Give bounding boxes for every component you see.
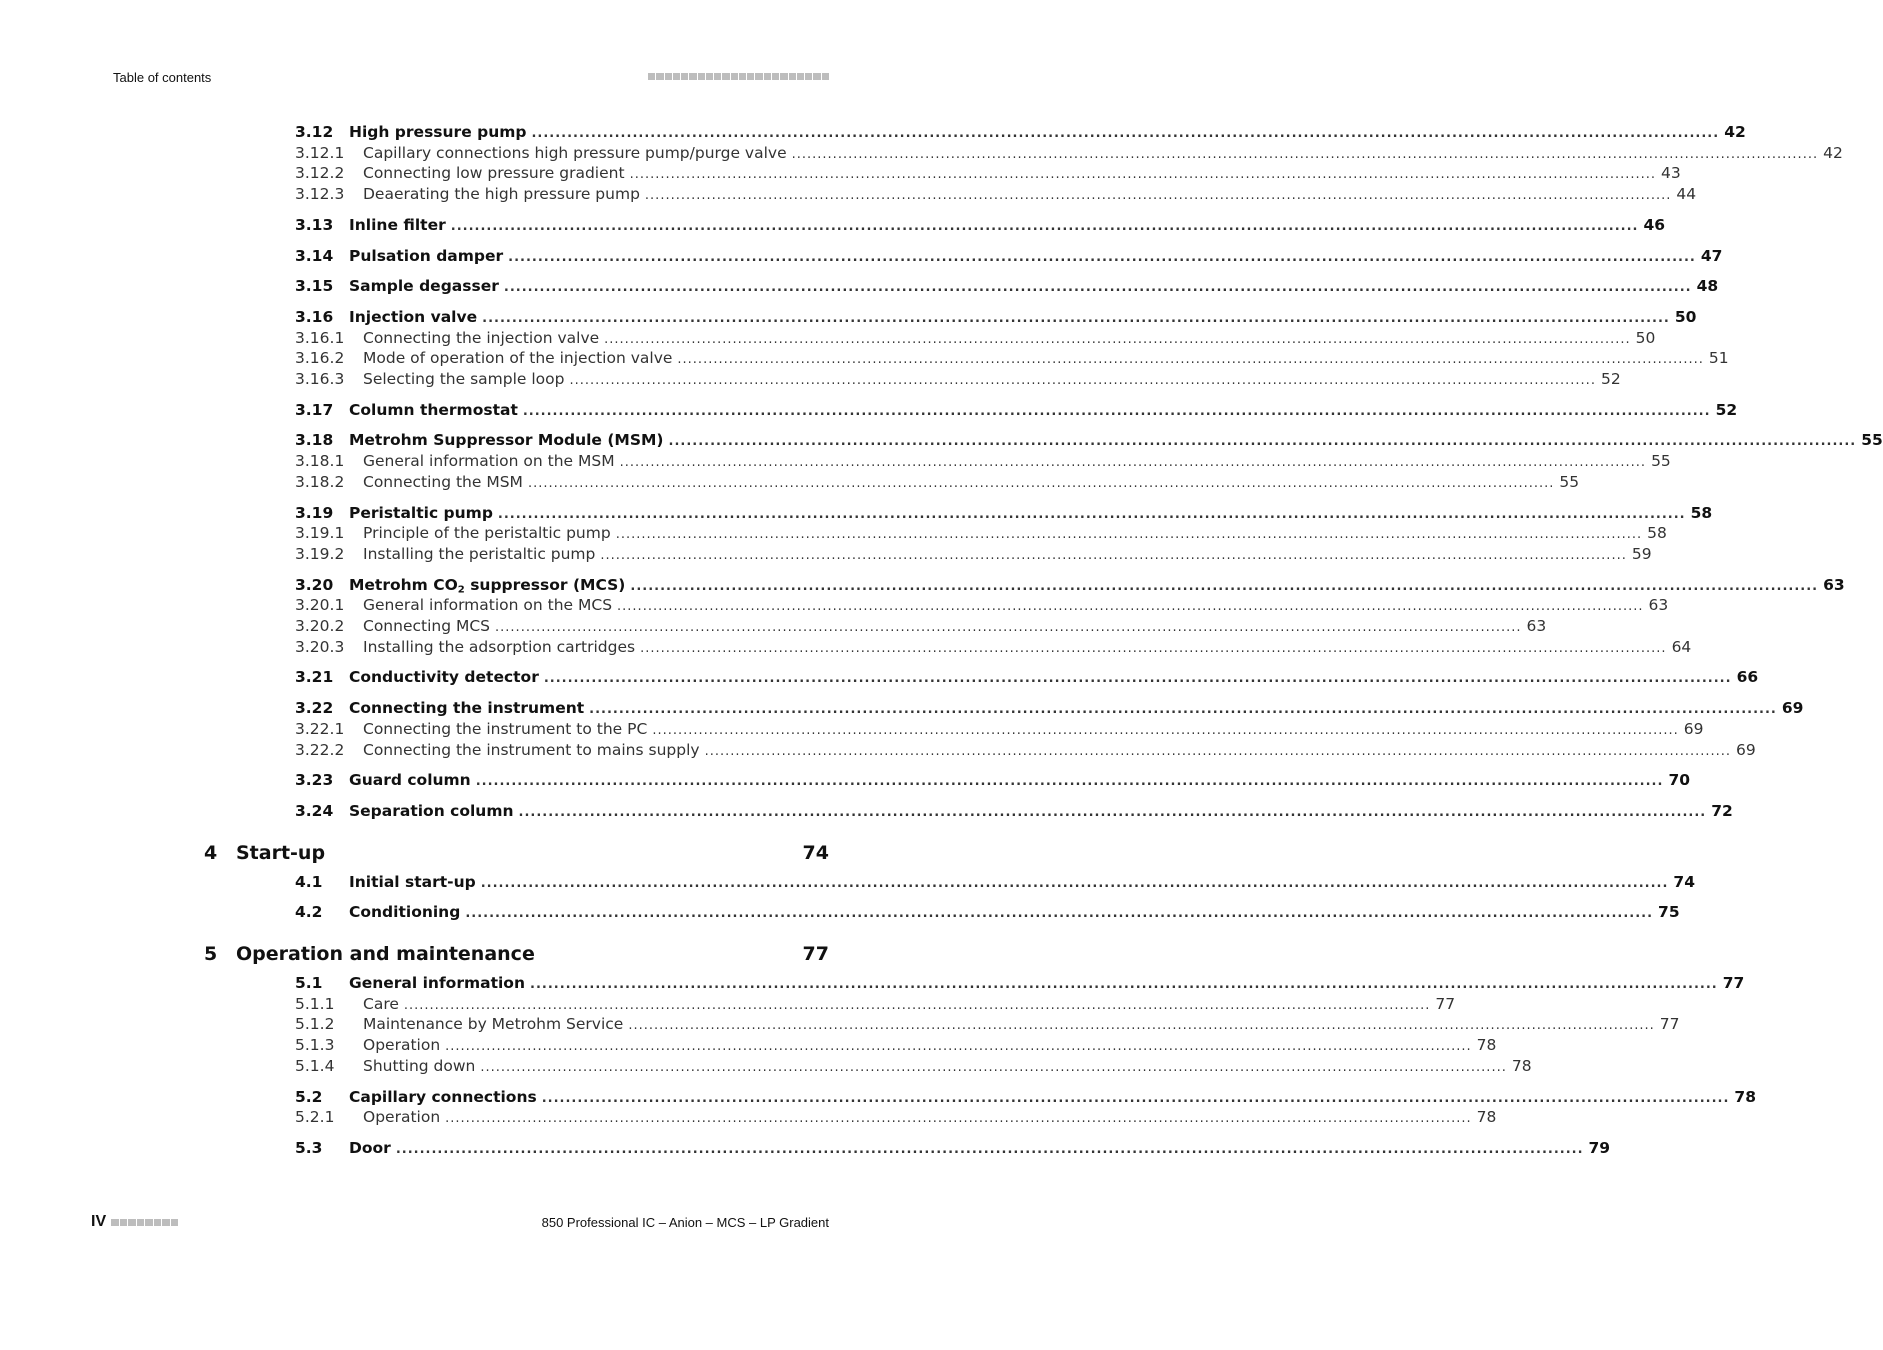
subsection-entry[interactable]: [295, 328, 1656, 348]
entry-page: 78: [1476, 1036, 1497, 1055]
entry-number: 3.18: [295, 431, 334, 450]
entry-page: 50: [1674, 307, 1697, 326]
entry-page: 48: [1696, 277, 1719, 296]
subsection-entry[interactable]: [295, 163, 1681, 183]
entry-title: Capillary connections: [349, 1087, 537, 1106]
section-entry[interactable]: [295, 400, 1738, 420]
section-entry[interactable]: [295, 1138, 1611, 1158]
dot-leader: ........................................................................................................................................................................................................: [403, 997, 1431, 1013]
section-entry[interactable]: [295, 122, 1746, 142]
entry-title: Connecting low pressure gradient: [363, 164, 625, 183]
entry-page: 63: [1526, 617, 1547, 635]
section-entry[interactable]: [295, 667, 1759, 687]
subsection-entry[interactable]: [295, 616, 1547, 636]
entry-title: Connecting the instrument to mains supply: [363, 740, 700, 759]
dot-leader: ........................................................................................................................................................................................................: [541, 1090, 1730, 1106]
subsection-entry[interactable]: [295, 544, 1652, 564]
chapter-page: 77: [802, 943, 829, 965]
entry-page: 47: [1700, 246, 1723, 265]
entry-number: 3.16: [295, 307, 334, 326]
dot-leader: ........................................................................................................................................................................................................: [640, 640, 1667, 656]
entry-page: 52: [1715, 400, 1738, 419]
dot-leader: ........................................................................................................................................................................................................: [652, 722, 1679, 738]
section-entry[interactable]: [295, 770, 1691, 790]
dot-leader: ........................................................................................................................................................................................................: [569, 373, 1596, 388]
entry-number: 3.21: [295, 668, 334, 687]
entry-title: Shutting down: [363, 1056, 476, 1075]
subsection-entry[interactable]: [295, 1035, 1497, 1055]
section-entry[interactable]: [295, 246, 1723, 266]
chapter-number: 4: [204, 841, 218, 864]
dot-leader: ........................................................................................................................................................................................................: [600, 547, 1627, 563]
subsection-entry[interactable]: [295, 719, 1704, 739]
entry-title: Deaerating the high pressure pump: [363, 185, 640, 204]
entry-page: 52: [1600, 370, 1621, 388]
entry-title: Initial start-up: [349, 872, 476, 891]
entry-number: 4.2: [295, 903, 323, 922]
subsection-entry[interactable]: [295, 1107, 1497, 1127]
entry-page: 42: [1823, 143, 1843, 162]
entry-page: 78: [1734, 1087, 1756, 1106]
entry-number: 5.2: [295, 1087, 323, 1106]
entry-title: Guard column: [349, 771, 471, 790]
dot-leader: ........................................................................................................................................................................................................: [619, 455, 1647, 471]
entry-page: 63: [1648, 596, 1669, 615]
subsection-entry[interactable]: [295, 740, 1756, 760]
subsection-entry[interactable]: [295, 451, 1671, 471]
dot-leader: ........................................................................................................................................................................................................: [475, 774, 1664, 790]
entry-title: Maintenance by Metrohm Service: [363, 1015, 624, 1034]
dot-leader: ........................................................................................................................................................................................................: [677, 352, 1704, 368]
footer-page: [91, 1213, 178, 1231]
entry-title: Care: [363, 994, 399, 1013]
subsection-entry[interactable]: [295, 1056, 1532, 1076]
section-entry[interactable]: [295, 276, 1719, 296]
entry-page: 55: [1861, 431, 1883, 450]
entry-title: Connecting the instrument to the PC: [363, 719, 648, 738]
entry-page: 58: [1690, 503, 1713, 522]
entry-number: 5.1.3: [295, 1036, 335, 1055]
entry-page: 55: [1559, 472, 1580, 491]
header-dot-bar: [648, 73, 829, 80]
entry-title: Connecting the instrument: [349, 699, 585, 718]
dot-leader: ........................................................................................................................................................................................................: [508, 249, 1696, 265]
section-entry[interactable]: [295, 307, 1697, 327]
entry-title: Mode of operation of the injection valve: [363, 349, 673, 368]
entry-number: 3.23: [295, 771, 334, 790]
chapter-entry[interactable]: [204, 842, 829, 866]
entry-page: 69: [1683, 719, 1704, 738]
dot-leader: ........................................................................................................................................................................................................: [668, 434, 1857, 450]
entry-number: 5.1: [295, 974, 323, 992]
entry-page: 69: [1736, 740, 1756, 759]
entry-number: 3.19.2: [295, 544, 345, 563]
entry-number: 5.2.1: [295, 1108, 335, 1127]
entry-page: 77: [1659, 1015, 1680, 1034]
entry-number: 3.12.2: [295, 164, 345, 183]
entry-page: 63: [1823, 575, 1845, 594]
entry-page: 78: [1476, 1108, 1497, 1127]
entry-number: 5.1.4: [295, 1056, 335, 1075]
entry-page: 55: [1651, 452, 1671, 471]
running-header: Table of contents: [113, 70, 212, 85]
entry-page: 77: [1435, 994, 1456, 1013]
entry-number: 3.12.3: [295, 185, 345, 204]
chapter-entry[interactable]: [204, 943, 829, 967]
dot-leader: ........................................................................................................................................................................................................: [604, 331, 1631, 347]
subsection-entry[interactable]: [295, 369, 1621, 389]
entry-title: Connecting MCS: [363, 617, 491, 635]
dot-leader: ........................................................................................................................................................................................................: [628, 1018, 1655, 1034]
dot-leader: ........................................................................................................................................................................................................: [527, 475, 1555, 491]
entry-title: Sample degasser: [349, 277, 499, 296]
subsection-entry[interactable]: [295, 637, 1692, 657]
dot-leader: ........................................................................................................................................................................................................: [543, 671, 1732, 687]
dot-leader: ........................................................................................................................................................................................................: [617, 599, 1644, 615]
dot-leader: ........................................................................................................................................................................................................: [615, 527, 1643, 543]
entry-number: 3.18.1: [295, 452, 345, 471]
entry-page: 78: [1511, 1056, 1532, 1075]
entry-title: Pulsation damper: [349, 246, 504, 265]
subsection-entry[interactable]: [295, 595, 1669, 615]
entry-title: Injection valve: [349, 307, 478, 326]
dot-leader: ........................................................................................................................................................................................................: [518, 804, 1707, 820]
subsection-entry[interactable]: [295, 523, 1667, 543]
entry-page: 79: [1588, 1138, 1611, 1157]
entry-title: Installing the peristaltic pump: [363, 544, 596, 563]
entry-number: 3.16.1: [295, 328, 345, 347]
section-entry[interactable]: [295, 215, 1666, 235]
dot-leader: ........................................................................................................................................................................................................: [480, 875, 1669, 891]
entry-number: 3.20.1: [295, 596, 345, 615]
entry-title: Capillary connections high pressure pump/purge valve: [363, 143, 787, 162]
entry-page: 50: [1635, 328, 1656, 347]
entry-number: 3.15: [295, 277, 334, 296]
subsection-entry[interactable]: [295, 472, 1580, 492]
entry-page: 74: [1673, 872, 1695, 891]
dot-leader: ........................................................................................................................................................................................................: [629, 167, 1657, 183]
entry-page: 70: [1668, 771, 1691, 790]
dot-leader: ........................................................................................................................................................................................................: [480, 1059, 1507, 1075]
entry-number: 3.17: [295, 400, 334, 419]
entry-title: Inline filter: [349, 215, 446, 234]
dot-leader: ........................................................................................................................................................................................................: [495, 620, 1522, 635]
entry-title: General information on the MSM: [363, 452, 615, 471]
entry-number: 3.20: [295, 575, 334, 594]
section-entry[interactable]: [295, 902, 1680, 922]
entry-title: General information on the MCS: [363, 596, 613, 615]
section-entry[interactable]: [295, 872, 1695, 892]
entry-title: Metrohm Suppressor Module (MSM): [349, 431, 664, 450]
subsection-entry[interactable]: [295, 994, 1456, 1014]
chapter-page: 74: [802, 841, 829, 864]
entry-number: 3.20.3: [295, 637, 345, 656]
entry-number: 3.14: [295, 246, 334, 265]
dot-leader: ........................................................................................................................................................................................................: [445, 1111, 1472, 1127]
entry-title: Connecting the MSM: [363, 472, 523, 491]
subsection-entry[interactable]: [295, 348, 1729, 368]
entry-page: 59: [1631, 544, 1652, 563]
entry-page: 46: [1643, 215, 1666, 234]
footer-dot-bar: [111, 1219, 178, 1226]
entry-title: Conductivity detector: [349, 668, 539, 687]
entry-page: 66: [1736, 668, 1759, 687]
entry-number: 3.16.3: [295, 370, 345, 388]
entry-title: Selecting the sample loop: [363, 370, 565, 388]
entry-title: Metrohm $CO_2$ suppressor (MCS): [349, 575, 626, 596]
entry-title: Connecting the injection valve: [363, 328, 600, 347]
dot-leader: ........................................................................................................................................................................................................: [630, 578, 1819, 594]
entry-number: 3.13: [295, 215, 334, 234]
entry-page: 42: [1724, 123, 1746, 141]
section-entry[interactable]: [295, 1087, 1756, 1107]
dot-leader: ........................................................................................................................................................................................................: [445, 1039, 1472, 1055]
entry-number: 3.16.2: [295, 349, 345, 368]
dot-leader: ........................................................................................................................................................................................................: [791, 146, 1819, 162]
dot-leader: ........................................................................................................................................................................................................: [450, 218, 1639, 234]
entry-number: 5.1.1: [295, 994, 335, 1013]
subscript: 2: [457, 584, 465, 596]
entry-page: 69: [1781, 699, 1804, 718]
entry-page: 44: [1676, 185, 1697, 204]
entry-page: 51: [1708, 349, 1729, 368]
entry-title: Door: [349, 1138, 391, 1157]
entry-title: Column thermostat: [349, 400, 518, 419]
entry-page: 75: [1658, 903, 1680, 922]
dot-leader: ........................................................................................................................................................................................................: [589, 702, 1777, 718]
page-number: IV: [91, 1213, 107, 1230]
subsection-entry[interactable]: [295, 1014, 1680, 1034]
document-title: 850 Professional IC – Anion – MCS – LP Gradient: [541, 1215, 829, 1230]
dot-leader: ........................................................................................................................................................................................................: [530, 977, 1718, 992]
entry-title: Operation: [363, 1036, 441, 1055]
entry-number: 3.19.1: [295, 524, 345, 543]
section-entry[interactable]: [295, 973, 1745, 993]
chapter-title: Operation and maintenance: [236, 943, 535, 965]
entry-number: 3.22.1: [295, 719, 345, 738]
entry-page: 58: [1647, 524, 1667, 543]
chapter-title: Start-up: [236, 841, 326, 864]
section-entry[interactable]: [295, 503, 1713, 523]
section-entry[interactable]: [295, 801, 1733, 821]
entry-title: Separation column: [349, 801, 514, 820]
entry-title: Conditioning: [349, 903, 461, 922]
entry-title: General information: [349, 974, 525, 992]
entry-number: 3.22.2: [295, 740, 345, 759]
subsection-entry[interactable]: [295, 143, 1843, 163]
entry-title: Peristaltic pump: [349, 503, 493, 522]
dot-leader: ........................................................................................................................................................................................................: [503, 280, 1692, 296]
entry-number: 4.1: [295, 872, 323, 891]
entry-number: 3.24: [295, 801, 334, 820]
dot-leader: ........................................................................................................................................................................................................: [465, 906, 1654, 922]
dot-leader: ........................................................................................................................................................................................................: [531, 126, 1720, 141]
entry-page: 43: [1661, 164, 1681, 183]
dot-leader: ........................................................................................................................................................................................................: [395, 1141, 1584, 1157]
entry-number: 3.12.1: [295, 143, 345, 162]
entry-number: 3.22: [295, 699, 334, 718]
section-entry[interactable]: [295, 698, 1804, 718]
entry-number: 3.19: [295, 503, 334, 522]
entry-number: 3.20.2: [295, 617, 345, 635]
entry-title: Operation: [363, 1108, 441, 1127]
entry-number: 5.3: [295, 1138, 323, 1157]
dot-leader: ........................................................................................................................................................................................................: [482, 310, 1670, 326]
entry-page: 77: [1722, 974, 1745, 992]
subsection-entry[interactable]: [295, 184, 1697, 204]
entry-page: 72: [1711, 801, 1733, 820]
dot-leader: ........................................................................................................................................................................................................: [704, 743, 1732, 759]
entry-number: 3.12: [295, 123, 334, 141]
entry-title: High pressure pump: [349, 123, 527, 141]
chapter-number: 5: [204, 943, 218, 965]
dot-leader: ........................................................................................................................................................................................................: [644, 188, 1672, 204]
entry-number: 3.18.2: [295, 472, 345, 491]
section-entry[interactable]: [295, 430, 1883, 450]
entry-title: Installing the adsorption cartridges: [363, 637, 636, 656]
section-entry[interactable]: [295, 575, 1845, 596]
entry-page: 64: [1671, 637, 1692, 656]
entry-title: Principle of the peristaltic pump: [363, 524, 611, 543]
dot-leader: ........................................................................................................................................................................................................: [497, 506, 1686, 522]
entry-number: 5.1.2: [295, 1015, 335, 1034]
dot-leader: ........................................................................................................................................................................................................: [522, 403, 1711, 419]
